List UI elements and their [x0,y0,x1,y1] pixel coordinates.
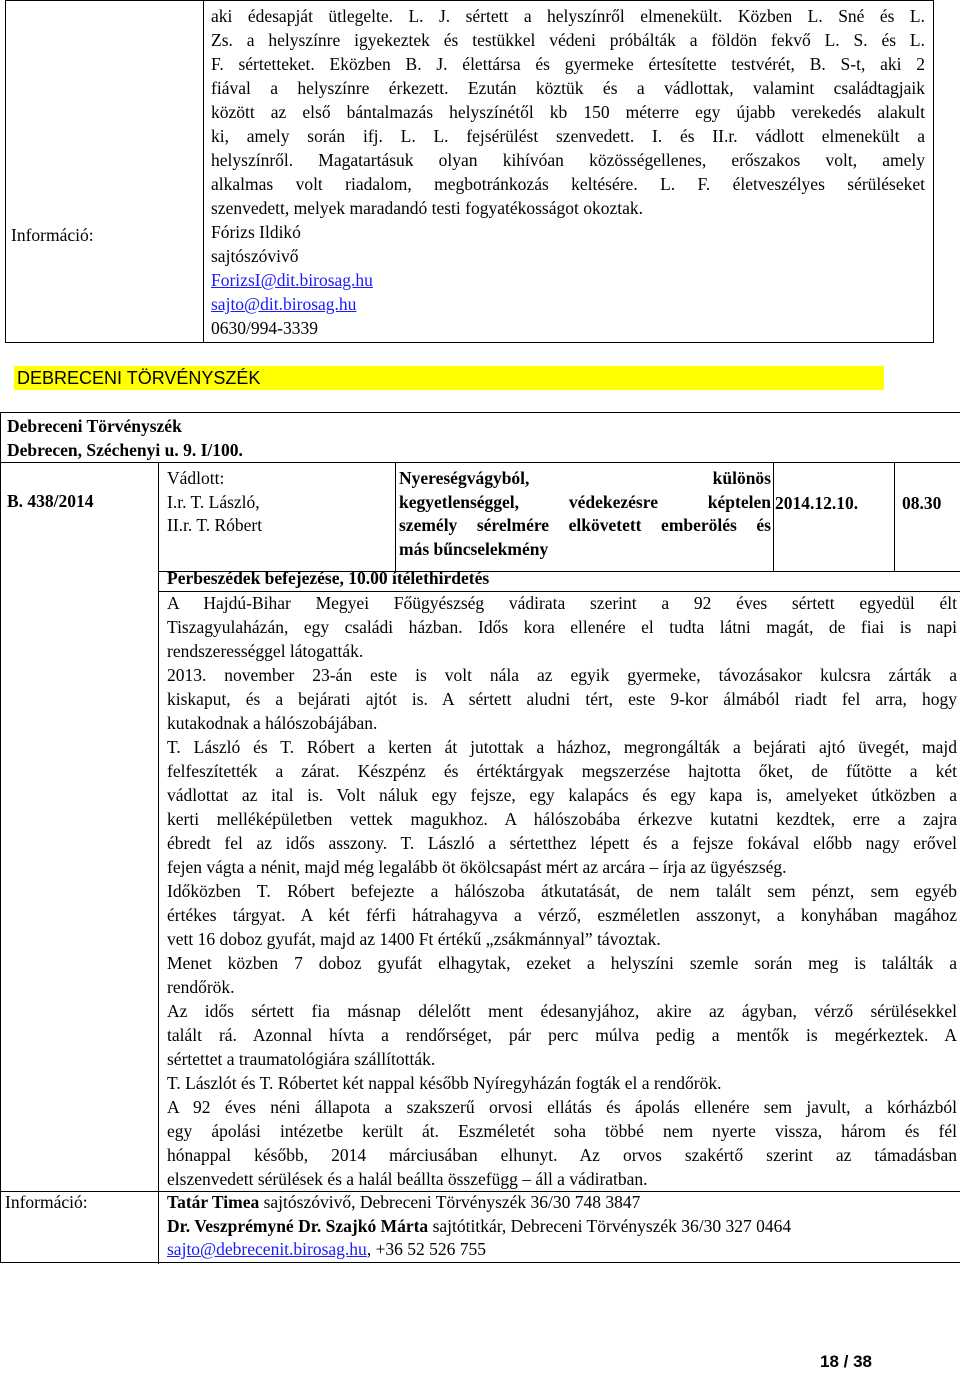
court-header [7,415,947,462]
case-description-line: Az idős sértett fia másnap délelőtt ment édesanyjához, akire az ágyban, vérző sérülésekkel [167,1001,957,1021]
case-description-line: felfeszítették a zárat. Készpénz és értéktárgyak megszerzése hajtotta őket, de fűtötte a két [167,761,957,781]
press-email-link[interactable]: sajto@dit.birosag.hu [211,294,357,314]
page-number: 18 / 38 [820,1352,872,1371]
hearing-type: Perbeszédek befejezése, 10.00 ítélethirdetés [167,568,490,588]
defendants-cell [167,467,389,538]
contact-role: sajtószóvivő [211,246,299,266]
case-description-line: Időközben T. Róbert befejezte a hálószoba átkutatását, de nem talált sem pénzt, sem egyéb [167,881,957,901]
contact-name: Fórizs Ildikó [211,222,301,242]
case-description-line: Menet közben 7 doboz gyufát elhagytak, ezeket a helyszíni szemle során meg is találták a [167,953,957,973]
case-description [167,591,957,1191]
court-banner-title: DEBRECENI TÖRVÉNYSZÉK [17,368,261,388]
case-description-line: egy ápolási intézetbe került át. Eszméletét soha többé nem nyerte vissza, három és fél [167,1121,957,1141]
case-description-line: kutakodnak a hálószobájában. [167,713,378,733]
court-address: Debrecen, Széchenyi u. 9. I/100. [7,439,243,460]
description-line: Zs. a helyszínre igyekeztek és testükkel védeni próbálták a földön fekvő L. S. és L. [211,30,925,50]
description-line: alkalmas volt riadalom, megbotránkozás keltésére. L. F. életveszélyes sérüléseket [211,174,925,194]
case-description-line: T. László és T. Róbert a kerten át jutottak a házhoz, megrongálták a bejárati ajtó üvegét, majd [167,737,957,757]
description-line: között az első bántalmazás helyszínétől kb 150 méterre egy újabb verekedés alakult [211,102,925,122]
case-description-line: sértettet a traumatológiára szállították. [167,1049,436,1069]
top-info-label-cell [6,0,204,343]
case-description-line: Tiszagyulaházán, egy családi házban. Idős kora ellenére el tudta látni magát, de fiai is napi [167,617,957,637]
case-description-line: 2013. november 23-án este is volt nála az egyik gyermeke, távozásakor kulcsra zárták a [167,665,957,685]
description-line: fiával a helyszínre érkezett. Ezután köztük és a vádlottak, valamint családtagjaik [211,78,925,98]
charge-line: személy sérelmére elkövetett emberölés és [399,515,771,535]
case-description-line: A 92 éves néni állapota a szakszerű orvosi ellátás és ápolás ellenére sem javult, a kórházból [167,1097,957,1117]
top-info-label: Információ: [11,225,94,245]
case-description-line: értékes tárgyat. A két férfi hátrahagyva a vérző, eszméletlen asszonyt, a konyhában magához [167,905,957,925]
case-description-line: vett 16 doboz gyufát, majd az 1400 Ft értékű „zsákmánnyal” távoztak. [167,929,661,949]
court-banner [14,366,884,390]
case-description-line: fejen vágta a nénit, majd még legalább öt ökölcsapást mért az arcára – írja az ügyészség. [167,857,787,877]
defendant-1: I.r. T. László, [167,491,260,512]
case-description-line: kerti melléképületben vettek magukhoz. A hálószobába érkezve kutatni kezdtek, erre a zajra [167,809,957,829]
contact1-details: sajtószóvivő, Debreceni Törvényszék 36/30 748 3847 [259,1192,641,1212]
case-description-line: vádlottat az ital is. Volt náluk egy fejsze, egy kalapács és egy kapa is, amelyeket útközben a [167,785,957,805]
charge-line: Nyereségvágyból, különös [399,468,771,488]
case-description-line: kiskaput, és a bejárati ajtót is. A sértett aludni tért, este 9-kor álmából riadt fel arra, hogy [167,689,957,709]
case-info-label: Információ: [5,1192,88,1212]
contact2-name: Dr. Veszprémyné Dr. Szajkó Márta [167,1215,429,1236]
top-info-table [5,0,934,343]
case-number: B. 438/2014 [7,491,94,511]
case-description-line: elszenvedett sérülések és a halál beállta összefügg – áll a vádiratban. [167,1169,648,1189]
hearing-time: 08.30 [902,493,942,513]
description-line: helyszínről. Magatartásuk olyan kihívóan közösségellenes, erőszakos volt, amely [211,150,925,170]
case-table [0,412,960,1263]
defendant-2: II.r. T. Róbert [167,515,263,535]
contact-phone: , +36 52 526 755 [366,1239,487,1259]
hearing-date: 2014.12.10. [775,493,859,513]
charge-cell [399,467,771,561]
description-line: aki édesapját ütlegelte. L. J. sértett a helyszínről elmenekült. Közben L. Sné és L. [211,6,925,26]
contact-email-link[interactable]: ForizsI@dit.birosag.hu [211,270,373,290]
description-line: szenvedett, melyek maradandó testi fogyatékosságot okoztak. [211,198,644,218]
contact-phone: 0630/994-3339 [211,318,318,338]
charge-line: kegyetlenséggel, védekezésre képtelen [399,491,771,512]
case-description-line: rendőrök. [167,977,235,997]
case-description-line: A Hajdú-Bihar Megyei Főügyészség vádirata szerint a 92 éves sértett egyedül élt [167,593,957,613]
top-info-content [211,4,925,340]
description-line: F. sértetteket. Eközben B. J. élettársa és gyermeke értesítette testvérét, B. S-t, aki 2 [211,54,925,74]
case-description-line: ébredt fel az idős asszony. T. László a sértetthez lépett és a fejsze fokával előbb nagy erővel [167,833,957,853]
case-description-line: hónappal később, 2014 márciusában elhunyt. Az orvos szakértő szerint az támadásban [167,1145,957,1165]
court-name: Debreceni Törvényszék [7,416,182,436]
charge-line: más bűncselekmény [399,538,549,559]
case-contacts [167,1191,957,1262]
defendant-label: Vádlott: [167,468,225,488]
description-line: ki, amely során ifj. L. L. fejsérülést szenvedett. I. és II.r. vádlott elmenekült a [211,126,925,146]
contact1-name: Tatár Timea [167,1192,260,1212]
case-description-line: rendszerességgel látogatták. [167,641,364,661]
case-description-line: talált rá. Azonnal hívta a rendőrséget, pár perc múlva pedig a mentők is megérkeztek. A [167,1025,957,1045]
contact2-details: sajtótitkár, Debreceni Törvényszék 36/30 327 0464 [428,1215,792,1236]
case-description-line: T. Lászlót és T. Róbertet két nappal később Nyíregyházán fogták el a rendőrök. [167,1073,722,1093]
contact-email-link[interactable]: sajto@debrecenit.birosag.hu [167,1239,367,1259]
